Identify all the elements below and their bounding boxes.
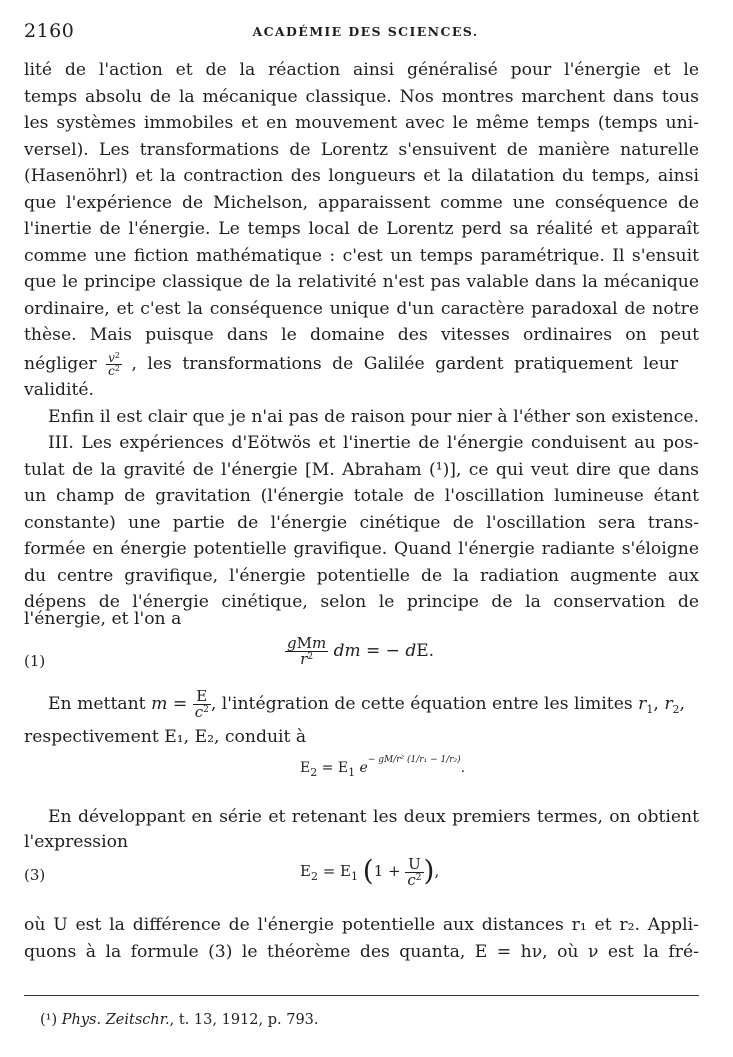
text-line-with-fraction: En mettant m = $\frac{E}{c^2}$ , l'intégration de cette équation entre les limites $r_1$, $r_2$, [48, 687, 685, 721]
negliger-word: négliger [24, 354, 97, 374]
equation-2: $E_2 = E_1$ $e^{- gM/r^2 (1/r_1 - 1/r_2)}$. [300, 755, 466, 779]
text-line: formée en énergie potentielle gravifique. Quand l'énergie radiante s'éloigne [24, 539, 699, 559]
text-line: un champ de gravitation (l'énergie totale de l'oscillation lumineuse étant [24, 486, 699, 506]
mettant-word: En mettant [48, 694, 146, 714]
negliger-rest: , les transformations de Galilée gardent pratiquement leur [131, 354, 679, 374]
page-number: 2160 [24, 20, 75, 42]
text-line: ordinaire, et c'est la conséquence unique d'un caractère paradoxal de notre [24, 299, 699, 319]
footnote-marker: (¹) [40, 1012, 58, 1028]
text-line: constante) une partie de l'énergie cinétique de l'oscillation sera trans- [24, 513, 699, 533]
e-over-c2-fraction: $\frac{E}{c^2}$ [194, 687, 209, 721]
text-line: les systèmes immobiles et en mouvement avec le même temps (temps uni- [24, 113, 699, 133]
text-line: du centre gravifique, l'énergie potentielle de la radiation augmente aux [24, 566, 699, 586]
equation-1: $\frac{\text{gMm}}{r^2}$ dm = − dE. [287, 634, 435, 668]
text-line: temps absolu de la mécanique classique. Nos montres marchent dans tous [24, 87, 699, 107]
text-line: que le principe classique de la relativité n'est pas valable dans la mécanique [24, 272, 699, 292]
equation-3-number: (3) [24, 866, 46, 884]
text-line: l'énergie, et l'on a [24, 609, 182, 629]
text-line: (Hasenöhrl) et la contraction des longueurs et la dilatation du temps, ainsi [24, 166, 699, 186]
v2-over-c2-fraction: $\frac{v^2}{c^2}$ [108, 351, 120, 378]
footnote-rule [24, 995, 699, 996]
mettant-rest: , l'intégration de cette équation entre les limites [210, 694, 633, 714]
text-line: En développant en série et retenant les deux premiers termes, on obtient [48, 807, 699, 827]
running-title: ACADÉMIE DES SCIENCES. [252, 24, 479, 39]
equation-1-number: (1) [24, 652, 46, 670]
footnote-journal: Phys. Zeitschr. [61, 1012, 170, 1028]
text-line: dépens de l'énergie cinétique, selon le principe de la conservation de [24, 592, 699, 612]
footnote-reference: , t. 13, 1912, p. 793. [169, 1012, 319, 1028]
text-line: que l'expérience de Michelson, apparaissent comme une conséquence de [24, 193, 699, 213]
text-line: l'inertie de l'énergie. Le temps local de Lorentz perd sa réalité et apparaît [24, 219, 699, 239]
text-line: Enfin il est clair que je n'ai pas de raison pour nier à l'éther son existence. [48, 407, 699, 427]
footnote [40, 1012, 319, 1028]
text-line: thèse. Mais puisque dans le domaine des vitesses ordinaires on peut [24, 325, 699, 345]
text-line: lité de l'action et de la réaction ainsi généralisé pour l'énergie et le [24, 60, 699, 80]
text-line: quons à la formule (3) le théorème des quanta, E = hν, où ν est la fré- [24, 942, 699, 962]
text-line: III. Les expériences d'Eötwös et l'inertie de l'énergie conduisent au pos- [48, 433, 699, 453]
text-line: où U est la différence de l'énergie potentielle aux distances r₁ et r₂. Appli- [24, 915, 699, 935]
text-line: l'expression [24, 832, 129, 852]
text-line: comme une fiction mathématique : c'est un temps paramétrique. Il s'ensuit [24, 246, 699, 266]
text-line: validité. [24, 380, 94, 400]
text-line-with-fraction [24, 348, 699, 380]
text-line: versel). Les transformations de Lorentz s'ensuivent de manière naturelle [24, 140, 699, 160]
running-head [24, 20, 707, 46]
text-line: tulat de la gravité de l'énergie [M. Abraham (¹)], ce qui veut dire que dans [24, 460, 699, 480]
equation-3: $E_2 = E_1$ (1 + $\frac{U}{c^2}$ ), [300, 854, 440, 889]
text-line: respectivement E₁, E₂, conduit à [24, 727, 307, 747]
